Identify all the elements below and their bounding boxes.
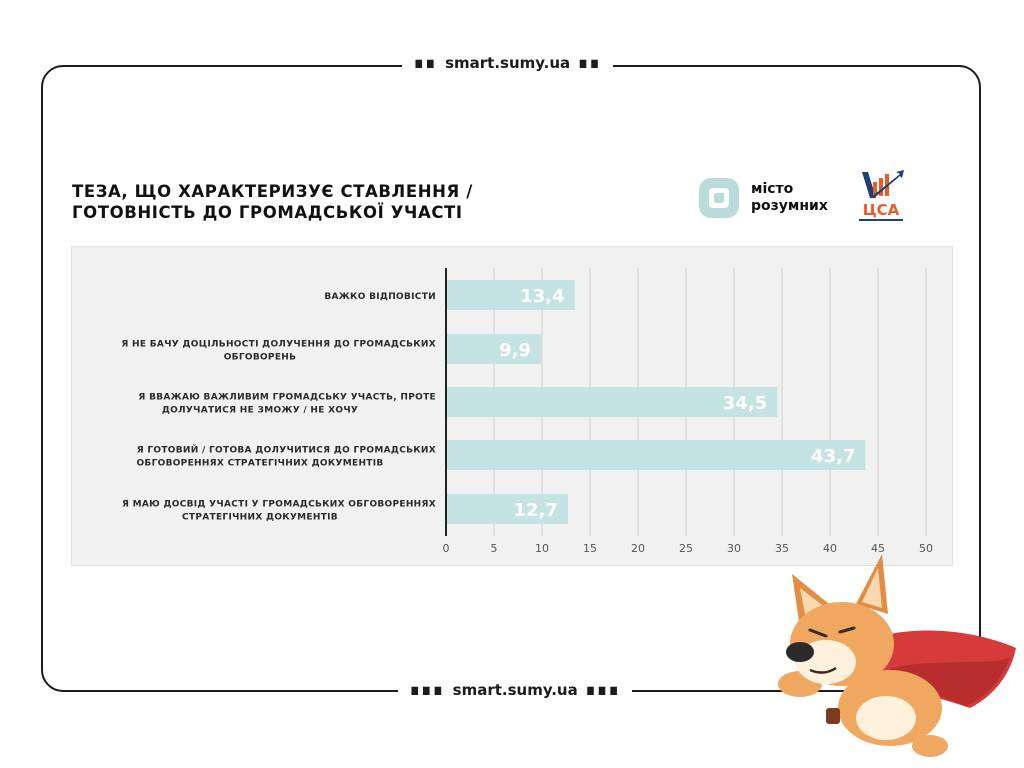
category-label: Я НЕ БАЧУ ДОЦІЛЬНОСТІ ДОЛУЧЕННЯ ДО ГРОМАДСЬКИХ	[121, 339, 436, 350]
dots-right: ∎∎	[578, 54, 602, 72]
x-tick-label: 5	[490, 542, 498, 555]
category-label: ОБГОВОРЕНЬ	[223, 352, 297, 363]
site-url-text: smart.sumy.ua	[445, 54, 571, 72]
collar-tag-icon	[826, 708, 840, 724]
category-label: Я МАЮ ДОСВІД УЧАСТІ У ГРОМАДСЬКИХ ОБГОВОРЕННЯХ	[121, 499, 436, 510]
category-label: Я ВВАЖАЮ ВАЖЛИВИМ ГРОМАДСЬКУ УЧАСТЬ, ПРОТЕ	[138, 392, 436, 403]
x-tick-label: 40	[823, 542, 837, 555]
category-label: ВАЖКО ВІДПОВІСТИ	[324, 292, 436, 302]
bar	[446, 440, 866, 470]
chart-title-line-1: ТЕЗА, ЩО ХАРАКТЕРИЗУЄ СТАВЛЕННЯ /	[72, 182, 473, 201]
corgi-mascot-illustration	[770, 548, 1024, 768]
category-label: СТРАТЕГІЧНИХ ДОКУМЕНТІВ	[182, 512, 338, 523]
x-tick-label: 10	[535, 542, 549, 555]
x-tick-label: 25	[679, 542, 693, 555]
x-tick-label: 15	[583, 542, 597, 555]
csa-logo-text: ЦСА	[862, 201, 900, 219]
x-tick-label: 45	[871, 542, 885, 555]
corgi-leg	[912, 735, 948, 757]
misto-logo-line-1: місто	[751, 181, 794, 197]
dots-left: ∎∎∎	[410, 681, 445, 699]
x-tick-label: 0	[442, 542, 450, 555]
corgi-belly	[856, 696, 916, 740]
x-tick-label: 20	[631, 542, 645, 555]
x-tick-label: 35	[775, 542, 789, 555]
chart-title-line-2: ГОТОВНІСТЬ ДО ГРОМАДСЬКОЇ УЧАСТІ	[72, 203, 463, 222]
category-label: ДОЛУЧАТИСЯ НЕ ЗМОЖУ / НЕ ХОЧУ	[161, 405, 359, 416]
bar-value-label: 9,9	[499, 340, 532, 361]
dots-right: ∎∎∎	[585, 681, 621, 699]
site-url-text: smart.sumy.ua	[452, 681, 578, 699]
bar-value-label: 43,7	[811, 446, 856, 467]
x-tick-label: 30	[727, 542, 741, 555]
bar-value-label: 13,4	[520, 286, 565, 307]
bar-value-label: 34,5	[722, 393, 768, 414]
x-tick-label: 50	[919, 542, 933, 555]
misto-logo-line-2: розумних	[751, 198, 828, 214]
dots-left: ∎∎	[414, 54, 438, 72]
corgi-nose	[786, 642, 814, 662]
category-label: ОБГОВОРЕННЯХ СТРАТЕГІЧНИХ ДОКУМЕНТІВ	[136, 458, 384, 469]
bar-value-label: 12,7	[513, 500, 558, 521]
category-label: Я ГОТОВИЙ / ГОТОВА ДОЛУЧИТИСЯ ДО ГРОМАДСЬКИХ	[136, 445, 436, 456]
